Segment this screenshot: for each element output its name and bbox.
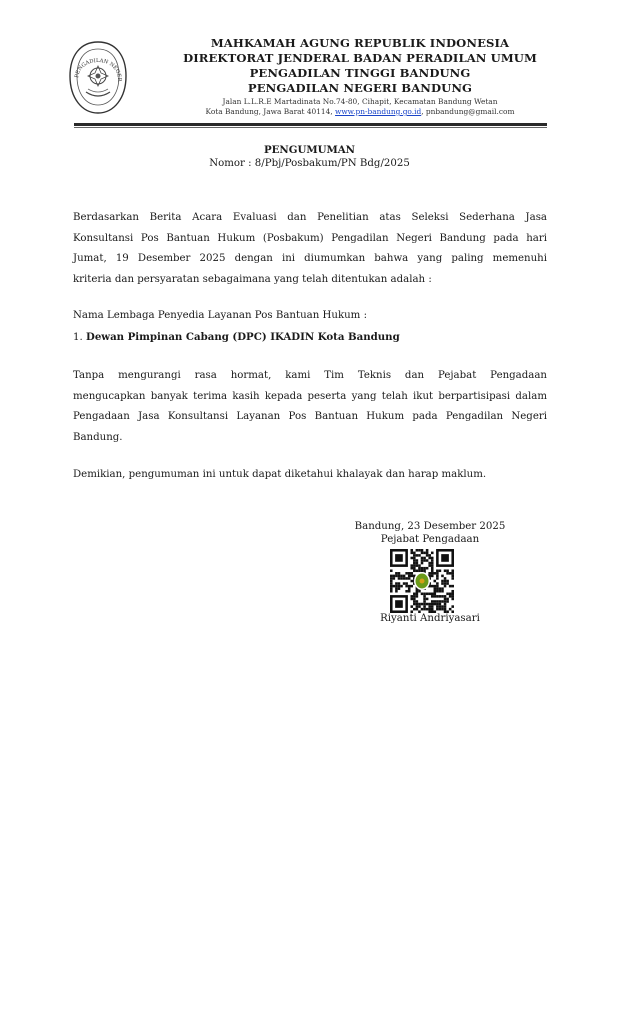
signature-position: Pejabat Pengadaan — [380, 534, 480, 545]
letterhead-address-2 — [150, 107, 570, 117]
paragraph-line: Konsultansi Pos Bantuan Hukum (Posbakum) Pengadilan Negeri Bandung pada hari — [73, 232, 547, 244]
list-label: Nama Lembaga Penyedia Layanan Pos Bantuan Hukum : — [73, 310, 368, 321]
letterhead-divider-thin — [74, 127, 547, 128]
paragraph-closing — [73, 465, 547, 486]
letterhead-line-3: PENGADILAN TINGGI BANDUNG — [249, 66, 471, 80]
paragraph-line: Pengadaan Jasa Konsultansi Layanan Pos Bantuan Hukum pada Pengadilan Negeri — [73, 411, 547, 422]
website-link[interactable]: www.pn-bandung.go.id — [335, 107, 422, 116]
closing-line: Demikian, pengumuman ini untuk dapat diketahui khalayak dan harap maklum. — [73, 469, 487, 480]
address-email: , pnbandung@gmail.com — [421, 107, 515, 116]
provider-list — [73, 306, 547, 348]
letterhead-divider — [74, 123, 547, 126]
winner-name: Dewan Pimpinan Cabang (DPC) IKADIN Kota Bandung — [85, 330, 400, 343]
announcement-number: Nomor : 8/Pbj/Posbakum/PN Bdg/2025 — [209, 158, 410, 169]
paragraph-line: Tanpa mengurangi rasa hormat, kami Tim Teknis dan Pejabat Pengadaan — [73, 370, 547, 381]
letterhead-line-2: DIREKTORAT JENDERAL BADAN PERADILAN UMUM — [183, 51, 537, 65]
list-number: 1. — [73, 331, 83, 343]
paragraph-intro — [73, 208, 547, 290]
paragraph-thanks — [73, 366, 547, 448]
qr-code-signature — [390, 549, 454, 613]
signature-place-date: Bandung, 23 Desember 2025 — [354, 521, 506, 532]
announcement-title: PENGUMUMAN — [264, 144, 355, 156]
letterhead-line-4: PENGADILAN NEGERI BANDUNG — [247, 81, 473, 95]
letterhead-address-1: Jalan L.L.R.E Martadinata No.74-80, Cihapit, Kecamatan Bandung Wetan — [222, 97, 498, 106]
paragraph-line: mengucapkan banyak terima kasih kepada peserta yang telah ikut berpartisipasi dalam — [73, 390, 547, 402]
paragraph-line: Jumat, 19 Desember 2025 dengan ini diumumkan bahwa yang paling memenuhi — [73, 253, 547, 264]
court-seal-logo — [68, 40, 128, 116]
paragraph-line: Berdasarkan Berita Acara Evaluasi dan Penelitian atas Seleksi Sederhana Jasa — [73, 212, 547, 223]
list-item — [73, 327, 547, 349]
letterhead-line-1: MAHKAMAH AGUNG REPUBLIK INDONESIA — [210, 36, 510, 50]
signature-name: Riyanti Andriyasari — [380, 613, 480, 624]
paragraph-line: kriteria dan persyaratan sebagaimana yang telah ditentukan adalah : — [73, 273, 432, 285]
address-city: Kota Bandung, Jawa Barat 40114, — [205, 107, 336, 116]
svg-text:PENGADILAN NEGERI BANDUNG: PENGADILAN NEGER — [74, 57, 123, 82]
paragraph-line: Bandung. — [73, 431, 123, 443]
